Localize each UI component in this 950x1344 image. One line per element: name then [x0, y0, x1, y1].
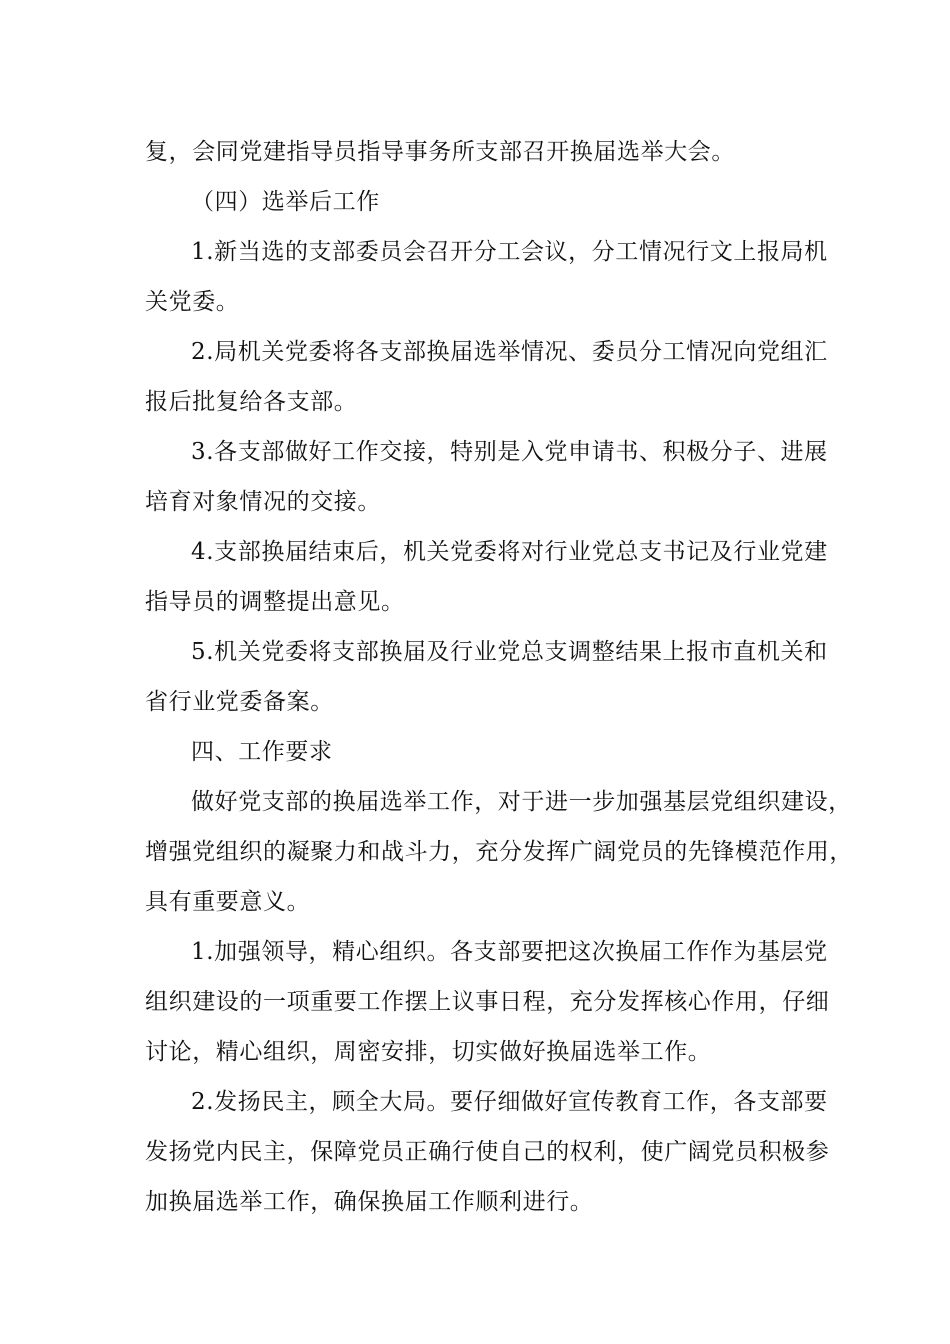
text-line: 2.发扬民主，顾全大局。要仔细做好宣传教育工作，各支部要: [191, 1089, 828, 1115]
text-line: 省行业党委备案。: [145, 689, 334, 715]
section-heading: （四）选举后工作: [191, 189, 380, 215]
text-line: 4.支部换届结束后，机关党委将对行业党总支书记及行业党建: [191, 539, 828, 565]
text-line: 5.机关党委将支部换届及行业党总支调整结果上报市直机关和: [191, 639, 828, 665]
text-line: 复，会同党建指导员指导事务所支部召开换届选举大会。: [145, 139, 735, 165]
text-line: 培育对象情况的交接。: [145, 489, 381, 515]
text-line: 报后批复给各支部。: [145, 389, 358, 415]
text-line: 指导员的调整提出意见。: [145, 589, 405, 615]
text-line: 2.局机关党委将各支部换届选举情况、委员分工情况向党组汇: [191, 339, 828, 365]
text-line: 组织建设的一项重要工作摆上议事日程，充分发挥核心作用，仔细: [145, 989, 830, 1015]
text-line: 关党委。: [145, 289, 240, 315]
text-line: 加换届选举工作，确保换届工作顺利进行。: [145, 1189, 594, 1215]
text-line: 讨论，精心组织，周密安排，切实做好换届选举工作。: [145, 1039, 712, 1065]
text-line: 1.新当选的支部委员会召开分工会议，分工情况行文上报局机: [191, 239, 828, 265]
text-line: 发扬党内民主，保障党员正确行使自己的权利，使广阔党员积极参: [145, 1139, 830, 1165]
text-line: 3.各支部做好工作交接，特别是入党申请书、积极分子、进展: [191, 439, 828, 465]
text-line: 具有重要意义。: [145, 889, 311, 915]
text-line: 增强党组织的凝聚力和战斗力，充分发挥广阔党员的先锋模范作用，: [145, 839, 853, 865]
text-line: 做好党支部的换届选举工作，对于进一步加强基层党组织建设，: [191, 789, 852, 815]
text-line: 1.加强领导，精心组织。各支部要把这次换届工作作为基层党: [191, 939, 828, 965]
section-heading: 四、工作要求: [191, 739, 333, 765]
